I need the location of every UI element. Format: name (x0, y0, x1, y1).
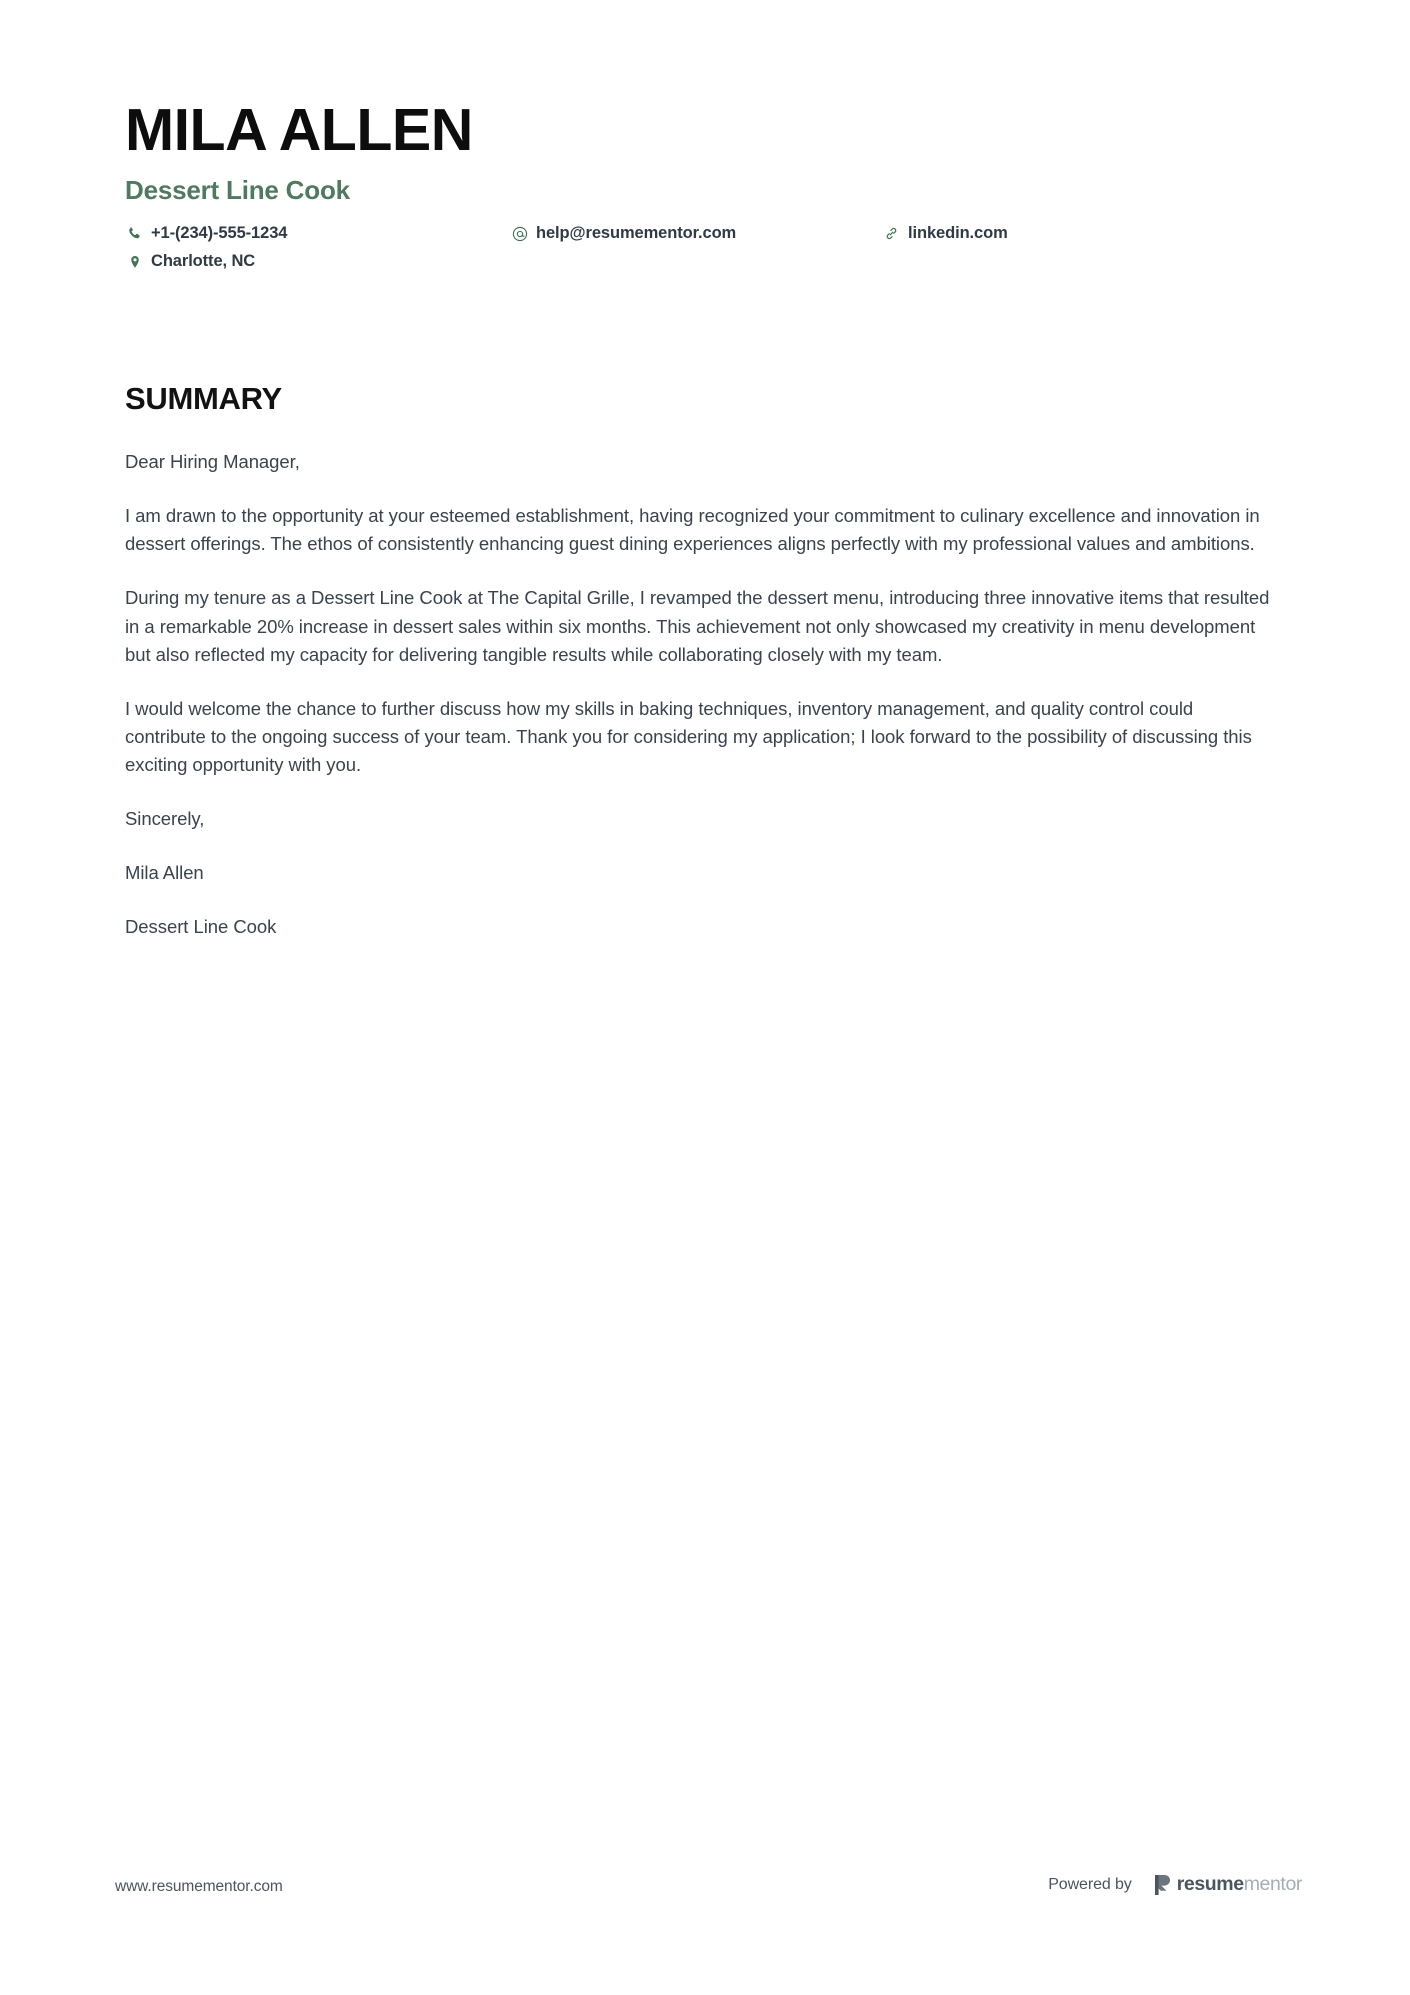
contact-email[interactable] (510, 224, 882, 243)
footer-website[interactable]: www.resumementor.com (115, 1878, 283, 1895)
brand-light: mentor (1243, 1873, 1302, 1896)
section-heading-summary: SUMMARY (125, 381, 282, 416)
contact-phone-label: +1-(234)-555-1234 (151, 224, 288, 243)
candidate-job-title: Dessert Line Cook (125, 174, 350, 205)
resumementor-mark-icon (1154, 1874, 1171, 1896)
contact-location-label: Charlotte, NC (151, 252, 256, 271)
letter-paragraph-2: During my tenure as a Dessert Line Cook at The Capital Grille, I revamped the dessert menu, introducing three innovative items that resulted in a remarkable 20% increase in dessert sales within six months. This achievement not only showcased my creativity in menu development but also reflected my capacity for delivering tangible results while collaborating closely with my team. (125, 587, 1270, 665)
contact-row-primary (125, 224, 1275, 243)
contact-linkedin[interactable] (882, 224, 1008, 243)
footer-branding (1048, 1874, 1302, 1896)
letter-signature-name: Mila Allen (125, 862, 204, 884)
letter-closing: Sincerely, (125, 808, 205, 830)
contact-location (125, 252, 510, 271)
link-icon (882, 224, 901, 243)
contact-linkedin-label: linkedin.com (908, 224, 1008, 243)
page-footer (0, 1872, 1410, 1912)
letter-header (125, 97, 1275, 280)
candidate-name: MILA ALLEN (125, 97, 473, 163)
letter-salutation: Dear Hiring Manager, (125, 451, 300, 473)
resumementor-logo[interactable] (1154, 1874, 1302, 1896)
letter-body (125, 448, 1273, 941)
contact-email-label: help@resumementor.com (536, 224, 737, 243)
contact-phone[interactable] (125, 224, 510, 243)
resumementor-wordmark (1177, 1875, 1302, 1895)
location-icon (125, 252, 144, 271)
contact-details (125, 224, 1275, 271)
summary-section (125, 382, 1273, 941)
letter-paragraph-3: I would welcome the chance to further discuss how my skills in baking techniques, inventory management, and quality control could contribute to the ongoing success of your team. Thank you for considering my application; I look forward to the possibility of discussing this exciting opportunity with you. (125, 697, 1252, 775)
letter-paragraph-1: I am drawn to the opportunity at your esteemed establishment, having recognized your commitment to culinary excellence and innovation in dessert offerings. The ethos of consistently enhancing guest dining experiences aligns perfectly with my professional values and ambitions. (125, 505, 1260, 555)
phone-icon (125, 224, 144, 243)
powered-by-label: Powered by (1048, 1876, 1132, 1893)
letter-signature-title: Dessert Line Cook (125, 916, 277, 938)
email-icon (510, 224, 529, 243)
contact-row-secondary (125, 252, 1275, 271)
brand-strong: resume (1176, 1873, 1244, 1896)
